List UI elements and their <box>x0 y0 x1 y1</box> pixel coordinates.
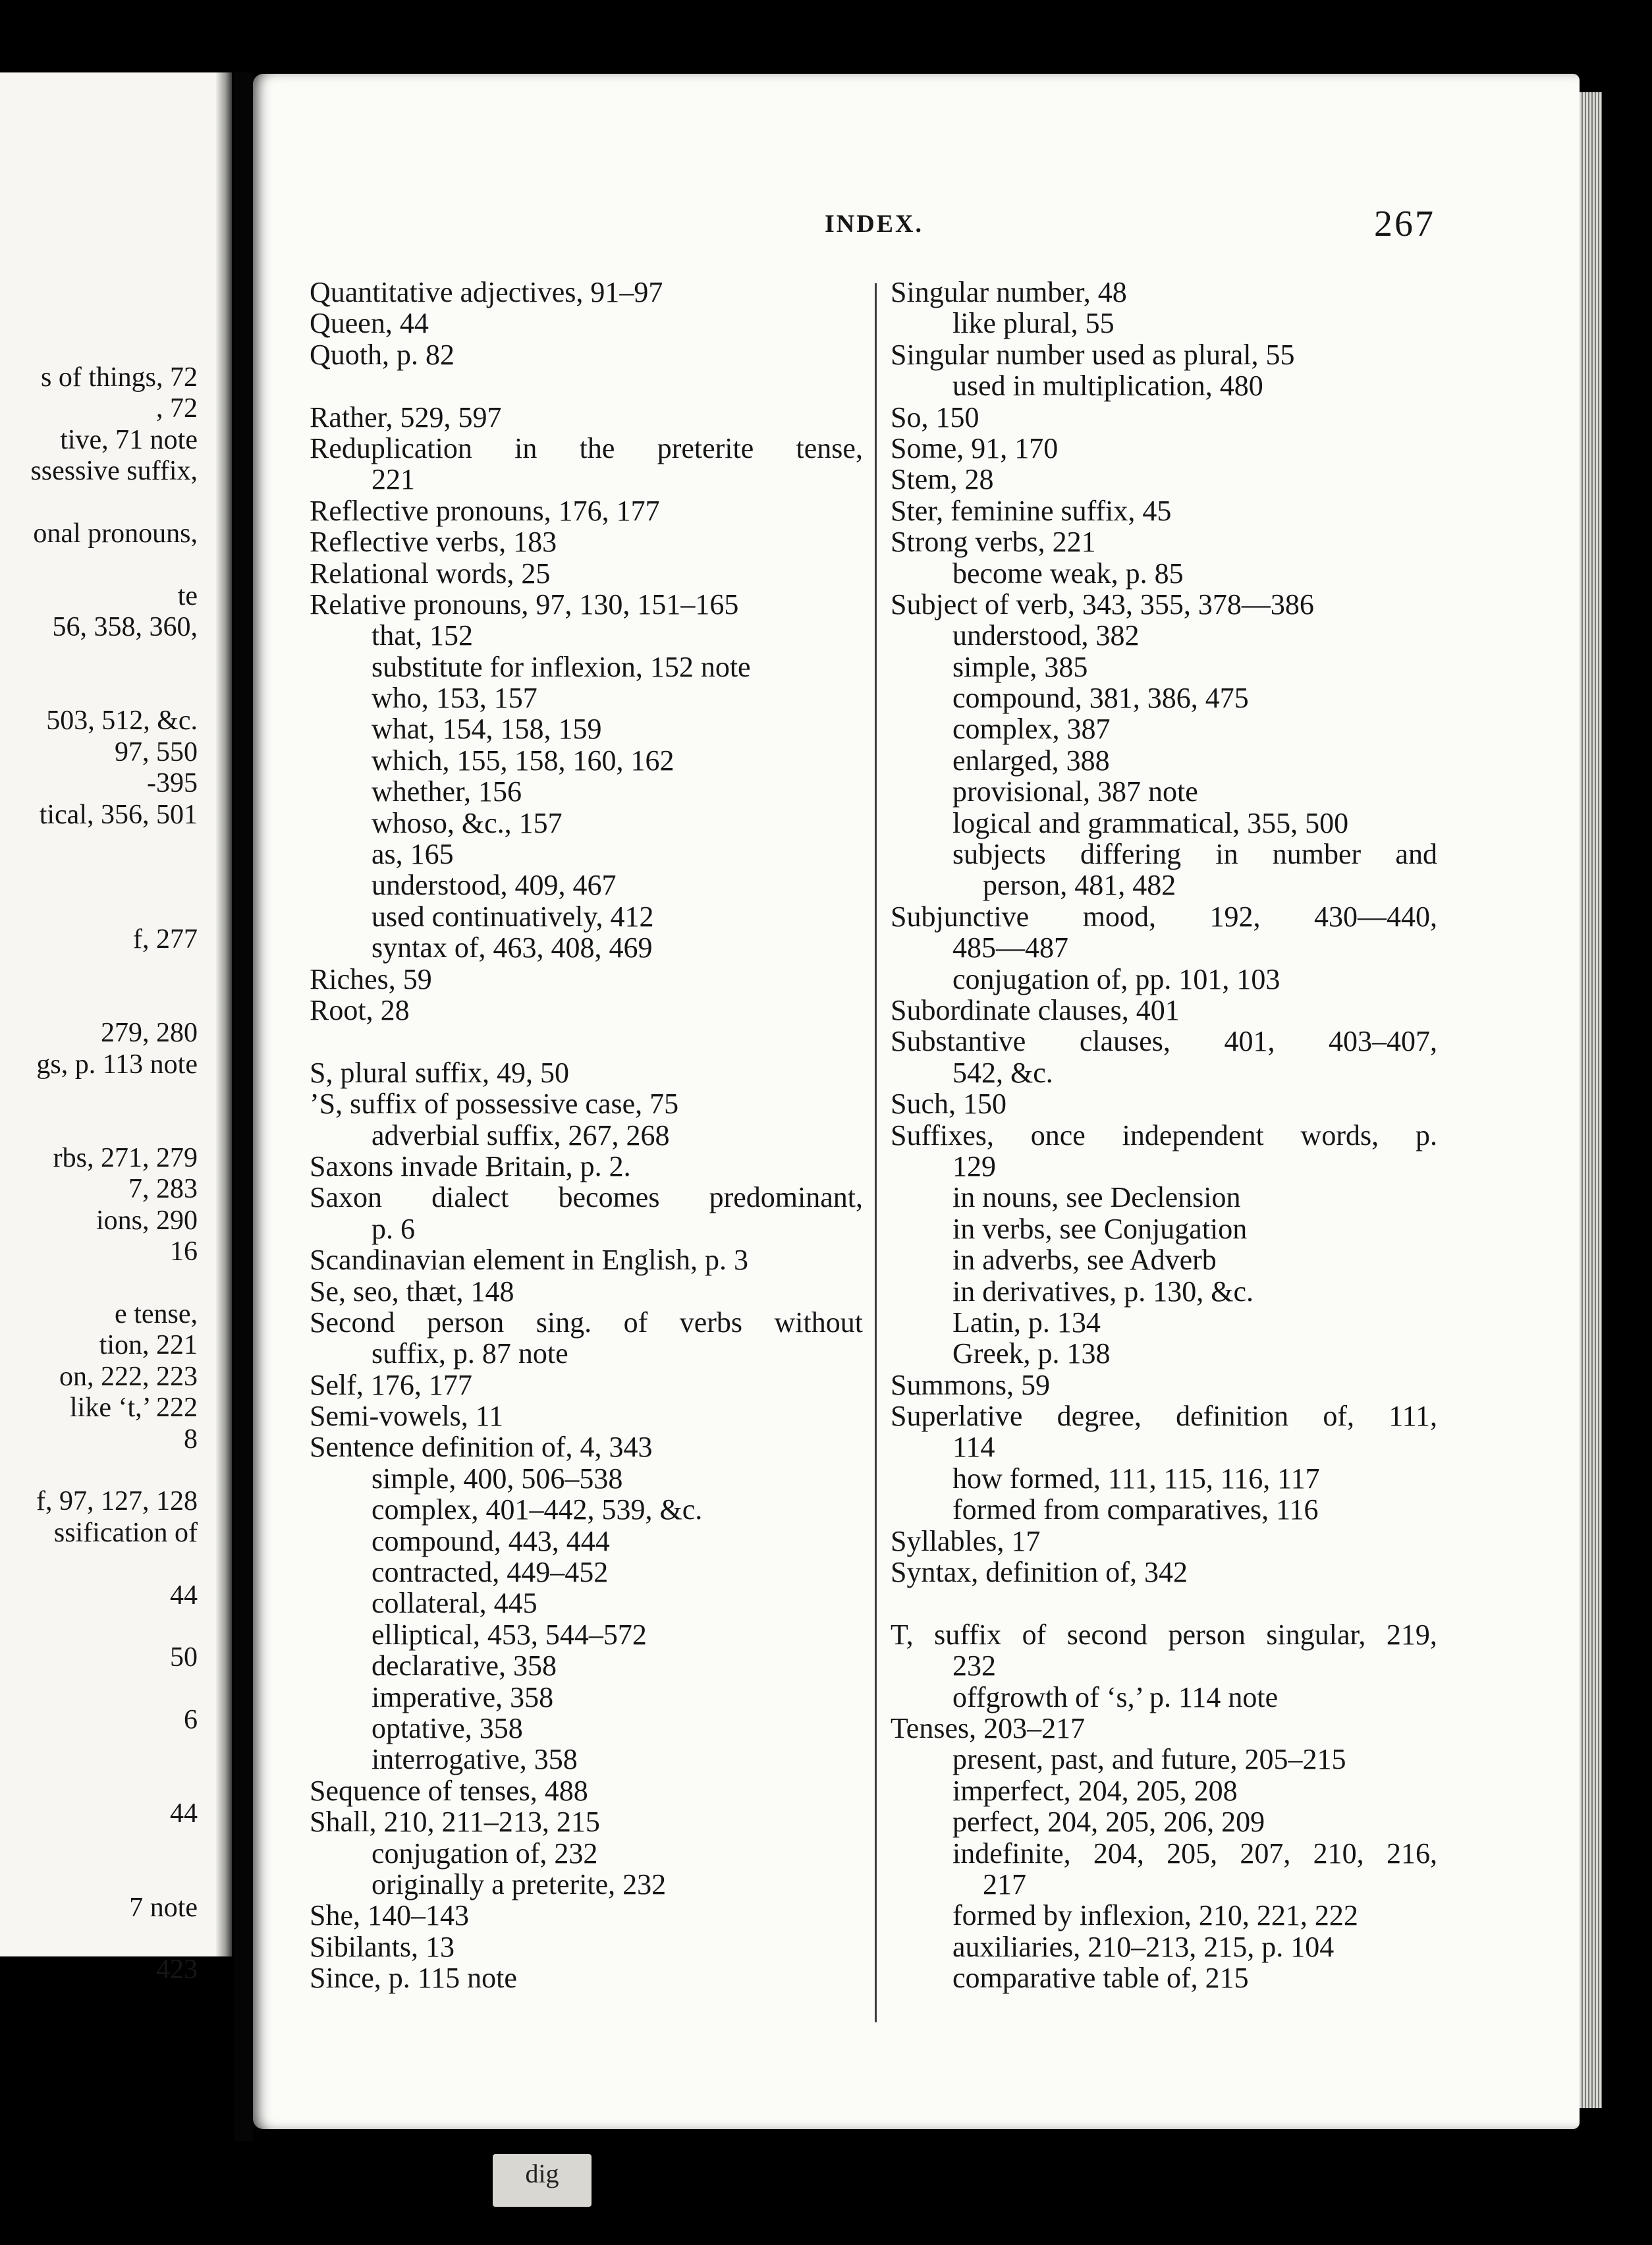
index-entry: Singular number used as plural, 55 <box>891 338 1295 371</box>
facing-page-fragment: -395 <box>147 768 198 799</box>
facing-page-fragment: 16 <box>170 1236 198 1267</box>
index-entry: auxiliaries, 210–213, 215, p. 104 <box>952 1930 1335 1963</box>
index-entry: Greek, p. 138 <box>952 1337 1111 1370</box>
entry-word: suffix <box>934 1618 1002 1651</box>
index-entry: optative, 358 <box>372 1711 523 1744</box>
underlying-page-fragment: dig <box>493 2154 592 2207</box>
entry-word: differing <box>1080 838 1182 871</box>
facing-page-fragment: 8 <box>184 1424 198 1455</box>
index-entry: who, 153, 157 <box>372 682 537 715</box>
entry-word: dialect <box>431 1181 509 1214</box>
entry-gap <box>310 370 863 401</box>
entry-word: of <box>623 1306 648 1339</box>
index-entry: perfect, 204, 205, 206, 209 <box>952 1806 1265 1839</box>
index-entry <box>891 1026 1437 1057</box>
entry-word: mood, <box>1082 900 1156 933</box>
index-entry: 221 <box>372 463 415 496</box>
index-entry: formed by inflexion, 210, 221, 222 <box>952 1899 1358 1932</box>
entry-word: Saxon <box>310 1181 382 1214</box>
index-entry: Relational words, 25 <box>310 557 551 590</box>
index-entry: adverbial suffix, 267, 268 <box>372 1119 670 1151</box>
index-entry: formed from comparatives, 116 <box>952 1493 1319 1526</box>
index-entry: Relative pronouns, 97, 130, 151–165 <box>310 588 739 621</box>
entry-word: of <box>1022 1618 1047 1651</box>
facing-page <box>0 72 232 1985</box>
entry-gap <box>891 1588 1437 1619</box>
index-entry: Se, seo, thæt, 148 <box>310 1275 514 1308</box>
facing-page-fragment: on, 222, 223 <box>59 1361 198 1392</box>
facing-page-fragment: ions, 290 <box>96 1205 198 1236</box>
index-entry: Stem, 28 <box>891 463 994 496</box>
facing-page-fragment: te <box>177 580 198 611</box>
index-entry: elliptical, 453, 544–572 <box>372 1618 647 1651</box>
index-entry: Latin, p. 134 <box>952 1306 1101 1339</box>
index-entry: Strong verbs, 221 <box>891 526 1096 559</box>
entry-word: becomes <box>558 1181 660 1214</box>
index-entry: how formed, 111, 115, 116, 117 <box>952 1462 1320 1495</box>
index-entry <box>891 1400 1437 1431</box>
index-entry: logical and grammatical, 355, 500 <box>952 806 1349 839</box>
index-entry: syntax of, 463, 408, 469 <box>372 931 653 964</box>
index-entry: Syllables, 17 <box>891 1524 1041 1557</box>
entry-word: 430—440, <box>1313 900 1437 933</box>
index-entry: that, 152 <box>372 619 473 652</box>
index-entry: which, 155, 158, 160, 162 <box>372 744 675 777</box>
facing-page-fragment: like ‘t,’ 222 <box>69 1393 198 1424</box>
entry-word: Subjunctive <box>891 900 1030 933</box>
facing-page-fragment: f, 277 <box>133 924 198 955</box>
index-entry: in nouns, see Declension <box>952 1181 1241 1214</box>
index-entry: Semi-vowels, 11 <box>310 1400 504 1433</box>
index-entry: what, 154, 158, 159 <box>372 713 602 746</box>
index-entry: simple, 385 <box>952 650 1088 683</box>
index-entry: suffix, p. 87 note <box>372 1337 568 1370</box>
index-entry: Quantitative adjectives, 91–97 <box>310 276 663 308</box>
facing-page-fragment: 7, 283 <box>128 1174 198 1205</box>
index-entry: ’S, suffix of possessive case, 75 <box>310 1088 679 1121</box>
index-entry: as, 165 <box>372 838 454 871</box>
index-entry <box>891 1120 1437 1151</box>
entry-word: clauses, <box>1079 1025 1170 1058</box>
index-entry: complex, 387 <box>952 713 1111 746</box>
entry-word: 111, <box>1389 1400 1437 1433</box>
page-edge <box>1580 92 1602 2108</box>
facing-page-fragment: 50 <box>170 1642 198 1673</box>
entry-word: the <box>579 431 615 464</box>
facing-page-fragment: 503, 512, &c. <box>46 706 198 736</box>
index-entry: conjugation of, pp. 101, 103 <box>952 962 1280 995</box>
index-entry: Queen, 44 <box>310 307 429 340</box>
index-entry: 114 <box>952 1431 995 1464</box>
entry-word: Suffixes, <box>891 1119 994 1151</box>
index-entry: imperfect, 204, 205, 208 <box>952 1774 1238 1807</box>
page-number: 267 <box>1374 204 1435 244</box>
index-entry: 129 <box>952 1150 996 1182</box>
index-entry: S, plural suffix, 49, 50 <box>310 1056 569 1089</box>
index-entry: compound, 443, 444 <box>372 1524 610 1557</box>
index-entry: substitute for inflexion, 152 note <box>372 650 751 683</box>
index-entry: originally a preterite, 232 <box>372 1868 667 1900</box>
index-entry: Such, 150 <box>891 1088 1006 1121</box>
index-entry: present, past, and future, 205–215 <box>952 1743 1346 1776</box>
index-column-right <box>891 277 1437 1993</box>
index-entry: used in multiplication, 480 <box>952 370 1263 402</box>
book-binding <box>234 72 253 2141</box>
facing-page-fragment: 97, 550 <box>115 736 198 767</box>
entry-word: 210, <box>1313 1837 1364 1870</box>
index-column-left <box>310 277 863 1993</box>
entry-word: Second <box>310 1306 395 1339</box>
index-entry: Riches, 59 <box>310 962 432 995</box>
index-entry <box>310 1307 863 1338</box>
entry-word: Reduplication <box>310 431 472 464</box>
facing-page-spine <box>216 72 232 1956</box>
entry-word: predominant, <box>709 1181 863 1214</box>
entry-word: Substantive <box>891 1025 1026 1058</box>
facing-page-fragment: e tense, <box>115 1299 198 1329</box>
index-entry: Reflective pronouns, 176, 177 <box>310 494 660 527</box>
index-entry: Quoth, p. 82 <box>310 338 454 371</box>
entry-word: Superlative <box>891 1400 1023 1433</box>
entry-word: p. <box>1415 1119 1437 1151</box>
index-entry: person, 481, 482 <box>983 869 1176 902</box>
entry-word: tense, <box>796 431 863 464</box>
index-entry <box>310 1182 863 1213</box>
entry-word: 204, <box>1093 1837 1144 1870</box>
facing-page-fragment: 56, 358, 360, <box>52 612 198 643</box>
column-divider <box>875 283 877 2022</box>
index-entry: Subordinate clauses, 401 <box>891 993 1180 1026</box>
facing-page-fragment: ssessive suffix, <box>30 456 198 487</box>
facing-page-fragment: s of things, 72 <box>40 362 198 393</box>
entry-word: 401, <box>1224 1025 1275 1058</box>
index-entry: complex, 401–442, 539, &c. <box>372 1493 703 1526</box>
facing-page-fragment: 423 <box>156 1954 198 1985</box>
entry-word: person <box>427 1306 505 1339</box>
facing-page-fragment: tion, 221 <box>99 1330 198 1361</box>
facing-page-fragment: tical, 356, 501 <box>39 799 198 830</box>
facing-page-fragment: gs, p. 113 note <box>36 1049 198 1080</box>
index-entry: Subject of verb, 343, 355, 378—386 <box>891 588 1314 621</box>
index-entry: p. 6 <box>372 1212 415 1245</box>
index-entry <box>891 1619 1437 1650</box>
index-entry: imperative, 358 <box>372 1680 554 1713</box>
index-entry: 232 <box>952 1649 996 1682</box>
facing-page-fragment: ssification of <box>53 1517 198 1548</box>
index-entry: Shall, 210, 211–213, 215 <box>310 1806 600 1839</box>
running-head: INDEX. <box>825 210 923 238</box>
index-entry: enlarged, 388 <box>952 744 1110 777</box>
facing-page-fragment: f, 97, 127, 128 <box>36 1486 198 1517</box>
entry-word: subjects <box>952 838 1046 871</box>
entry-word: sing. <box>536 1306 592 1339</box>
index-entry: 542, &c. <box>952 1056 1053 1089</box>
index-entry: compound, 381, 386, 475 <box>952 682 1249 715</box>
index-entry: whether, 156 <box>372 775 522 808</box>
entry-word: T, <box>891 1618 914 1651</box>
facing-page-fragment: rbs, 271, 279 <box>53 1143 198 1173</box>
index-entry: Self, 176, 177 <box>310 1368 472 1401</box>
index-entry: Scandinavian element in English, p. 3 <box>310 1244 748 1277</box>
index-entry <box>891 1838 1437 1869</box>
entry-word: definition <box>1176 1400 1289 1433</box>
entry-word: 205, <box>1167 1837 1218 1870</box>
entry-word: of, <box>1323 1400 1355 1433</box>
index-entry: like plural, 55 <box>952 307 1115 340</box>
facing-page-fragment: 44 <box>170 1798 198 1829</box>
index-entry: Since, p. 115 note <box>310 1962 517 1995</box>
entry-word: degree, <box>1057 1400 1142 1433</box>
entry-word: preterite <box>657 431 754 464</box>
facing-page-fragment: 6 <box>184 1705 198 1736</box>
index-entry: collateral, 445 <box>372 1587 537 1620</box>
index-entry <box>891 901 1437 932</box>
index-entry: Saxons invade Britain, p. 2. <box>310 1150 631 1182</box>
index-entry: Sibilants, 13 <box>310 1930 455 1963</box>
entry-word: singular, <box>1266 1618 1366 1651</box>
index-entry: in adverbs, see Adverb <box>952 1244 1217 1277</box>
entry-gap <box>310 1026 863 1057</box>
index-entry: 217 <box>983 1868 1026 1900</box>
index-entry: comparative table of, 215 <box>952 1962 1249 1995</box>
index-entry: Summons, 59 <box>891 1368 1051 1401</box>
facing-page-fragment: 7 note <box>129 1892 198 1923</box>
index-entry: conjugation of, 232 <box>372 1837 598 1870</box>
index-entry: used continuatively, 412 <box>372 900 654 933</box>
entry-word: person <box>1168 1618 1246 1651</box>
entry-word: indefinite, <box>952 1837 1071 1870</box>
index-entry: Sequence of tenses, 488 <box>310 1774 588 1807</box>
entry-word: words, <box>1300 1119 1379 1151</box>
index-entry: Singular number, 48 <box>891 276 1127 308</box>
index-entry: provisional, 387 note <box>952 775 1198 808</box>
entry-word: number <box>1272 838 1362 871</box>
index-entry: whoso, &c., 157 <box>372 806 563 839</box>
entry-word: in <box>1215 838 1238 871</box>
index-entry: Reflective verbs, 183 <box>310 526 557 559</box>
index-entry: understood, 382 <box>952 619 1140 652</box>
entry-word: and <box>1395 838 1437 871</box>
entry-word: 192, <box>1209 900 1261 933</box>
index-entry: interrogative, 358 <box>372 1743 578 1776</box>
entry-word: independent <box>1122 1119 1264 1151</box>
index-entry: contracted, 449–452 <box>372 1556 609 1589</box>
facing-page-fragment: tive, 71 note <box>60 424 198 455</box>
entry-word: without <box>774 1306 863 1339</box>
entry-word: verbs <box>679 1306 743 1339</box>
entry-word: in <box>514 431 537 464</box>
facing-page-fragment: 279, 280 <box>101 1018 198 1049</box>
facing-page-fragment: 44 <box>170 1580 198 1611</box>
index-entry: Rather, 529, 597 <box>310 401 502 433</box>
entry-word: 403–407, <box>1328 1025 1437 1058</box>
index-entry: Syntax, definition of, 342 <box>891 1556 1188 1589</box>
index-entry: simple, 400, 506–538 <box>372 1462 623 1495</box>
facing-page-fragment: onal pronouns, <box>33 518 198 549</box>
entry-word: 216, <box>1386 1837 1437 1870</box>
index-entry: 485—487 <box>952 931 1068 964</box>
index-entry: understood, 409, 467 <box>372 869 617 902</box>
index-entry <box>310 433 863 464</box>
index-entry: She, 140–143 <box>310 1899 469 1932</box>
entry-word: 219, <box>1386 1618 1437 1651</box>
index-entry <box>891 839 1437 870</box>
index-entry: Root, 28 <box>310 993 410 1026</box>
index-entry: Sentence definition of, 4, 343 <box>310 1431 653 1464</box>
index-entry: offgrowth of ‘s,’ p. 114 note <box>952 1680 1279 1713</box>
index-entry: Some, 91, 170 <box>891 431 1059 464</box>
facing-page-fragment: , 72 <box>156 393 198 424</box>
entry-word: second <box>1066 1618 1147 1651</box>
index-entry: in derivatives, p. 130, &c. <box>952 1275 1254 1308</box>
entry-word: once <box>1030 1119 1086 1151</box>
index-entry: Tenses, 203–217 <box>891 1711 1086 1744</box>
index-entry: So, 150 <box>891 401 979 433</box>
index-entry: declarative, 358 <box>372 1649 557 1682</box>
index-entry: Ster, feminine suffix, 45 <box>891 494 1172 527</box>
entry-word: 207, <box>1240 1837 1291 1870</box>
index-entry: in verbs, see Conjugation <box>952 1212 1248 1245</box>
index-entry: become weak, p. 85 <box>952 557 1184 590</box>
